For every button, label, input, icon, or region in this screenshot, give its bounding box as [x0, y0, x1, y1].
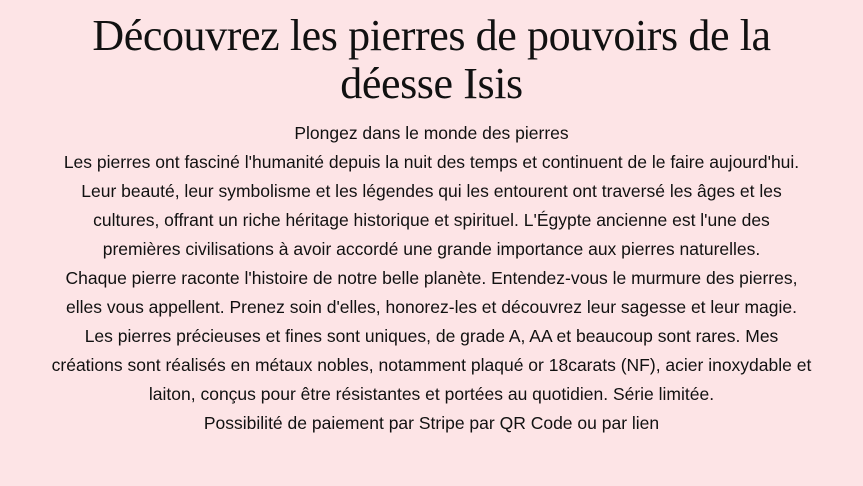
description-block — [0, 119, 863, 438]
description-line: elles vous appellent. Prenez soin d'elles, honorez-les et découvrez leur sagesse et leur magie. — [66, 297, 797, 318]
description-line: cultures, offrant un riche héritage historique et spirituel. L'Égypte ancienne est l'une des — [93, 210, 770, 231]
payment-info-text: Possibilité de paiement par Stripe par QR Code ou par lien — [203, 413, 660, 434]
description-line: laiton, conçus pour être résistantes et portées au quotidien. Série limitée. — [148, 384, 715, 405]
description-line: premières civilisations à avoir accordé une grande importance aux pierres naturelles. — [102, 239, 761, 260]
description-line: Chaque pierre raconte l'histoire de notre belle planète. Entendez-vous le murmure des pierres, — [65, 268, 798, 289]
description-line: Les pierres ont fasciné l'humanité depuis la nuit des temps et continuent de le faire aujourd'hui. — [63, 152, 800, 173]
description-line: créations sont réalisés en métaux nobles, notamment plaqué or 18carats (NF), acier inoxydable et — [51, 355, 812, 376]
description-line: Les pierres précieuses et fines sont uniques, de grade A, AA et beaucoup sont rares. Mes — [84, 326, 779, 347]
page-title — [0, 0, 863, 107]
description-line: Leur beauté, leur symbolisme et les légendes qui les entourent ont traversé les âges et les — [81, 181, 782, 202]
page-title-line-2: déesse Isis — [340, 58, 523, 108]
page-title-line-1: Découvrez les pierres de pouvoirs de la — [92, 11, 771, 60]
intro-text: Plongez dans le monde des pierres — [294, 123, 569, 144]
